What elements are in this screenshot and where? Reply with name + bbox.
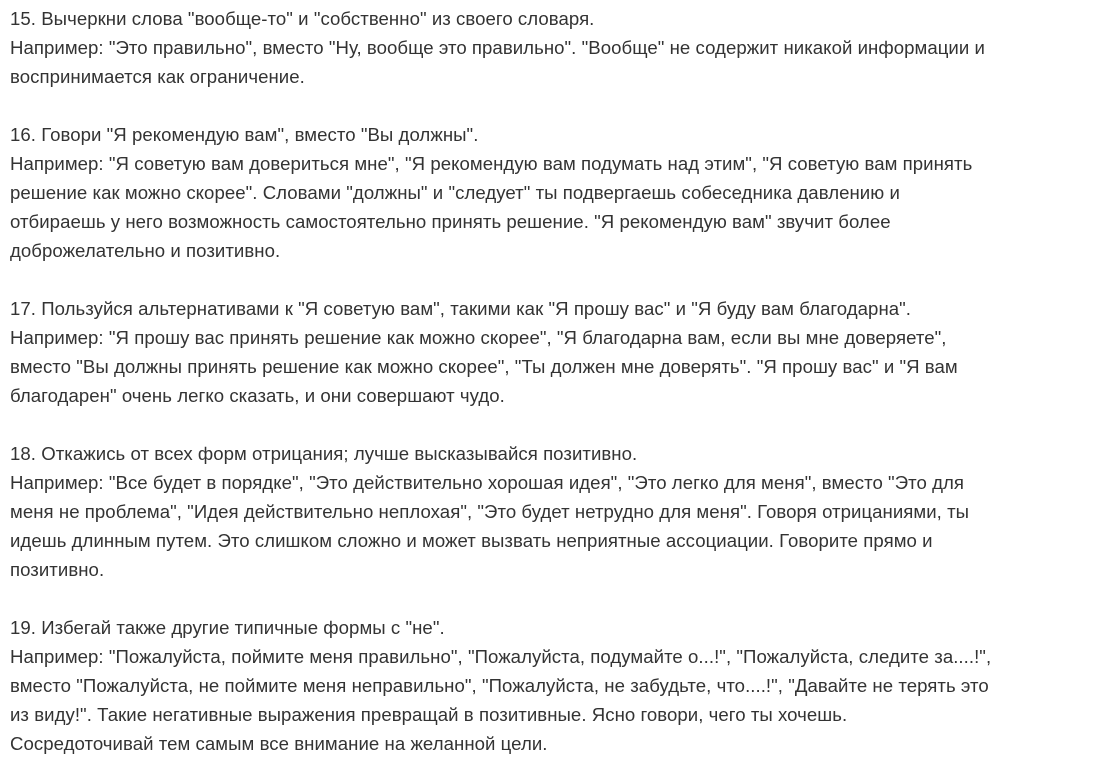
section-heading: 19. Избегай также другие типичные формы с "не".	[10, 617, 445, 638]
section-19	[10, 613, 1096, 758]
section-heading: 17. Пользуйся альтернативами к "Я советую вам", такими как "Я прошу вас" и "Я буду вам благодарна".	[10, 298, 912, 319]
section-15	[10, 4, 1096, 91]
section-16	[10, 120, 1096, 265]
text-line: идешь длинным путем. Это слишком сложно и может вызвать неприятные ассоциации. Говорите прямо и	[10, 530, 933, 551]
text-line: Например: "Пожалуйста, поймите меня правильно", "Пожалуйста, подумайте о...!", "Пожалуйста, следите за....!",	[10, 646, 992, 667]
section-heading: 18. Откажись от всех форм отрицания; лучше высказывайся позитивно.	[10, 443, 638, 464]
text-line: Например: "Я прошу вас принять решение как можно скорее", "Я благодарна вам, если вы мне доверяете",	[10, 327, 947, 348]
section-heading: 16. Говори "Я рекомендую вам", вместо "Вы должны".	[10, 124, 479, 145]
text-line: отбираешь у него возможность самостоятельно принять решение. "Я рекомендую вам" звучит более	[10, 211, 891, 232]
text-line: из виду!". Такие негативные выражения превращай в позитивные. Ясно говори, чего ты хочешь.	[10, 704, 848, 725]
text-line: вместо "Вы должны принять решение как можно скорее", "Ты должен мне доверять". "Я прошу вас" и "Я вам	[10, 356, 958, 377]
text-line: позитивно.	[10, 559, 105, 580]
section-17	[10, 294, 1096, 410]
text-line: воспринимается как ограничение.	[10, 66, 305, 87]
document-body	[10, 4, 1096, 758]
text-line: Например: "Все будет в порядке", "Это действительно хорошая идея", "Это легко для меня", вместо "Это для	[10, 472, 964, 493]
text-line: вместо "Пожалуйста, не поймите меня неправильно", "Пожалуйста, не забудьте, что....!", "Давайте не терять это	[10, 675, 989, 696]
text-line: благодарен" очень легко сказать, и они совершают чудо.	[10, 385, 505, 406]
text-line: Например: "Я советую вам довериться мне", "Я рекомендую вам подумать над этим", "Я советую вам принять	[10, 153, 973, 174]
text-line: решение как можно скорее". Словами "должны" и "следует" ты подвергаешь собеседника давлению и	[10, 182, 900, 203]
section-heading: 15. Вычеркни слова "вообще-то" и "собственно" из своего словаря.	[10, 8, 595, 29]
section-18	[10, 439, 1096, 584]
text-line: Например: "Это правильно", вместо "Ну, вообще это правильно". "Вообще" не содержит никакой информации и	[10, 37, 985, 58]
text-line: доброжелательно и позитивно.	[10, 240, 281, 261]
text-line: Сосредоточивай тем самым все внимание на желанной цели.	[10, 733, 548, 754]
text-line: меня не проблема", "Идея действительно неплохая", "Это будет нетрудно для меня". Говоря отрицаниями, ты	[10, 501, 970, 522]
